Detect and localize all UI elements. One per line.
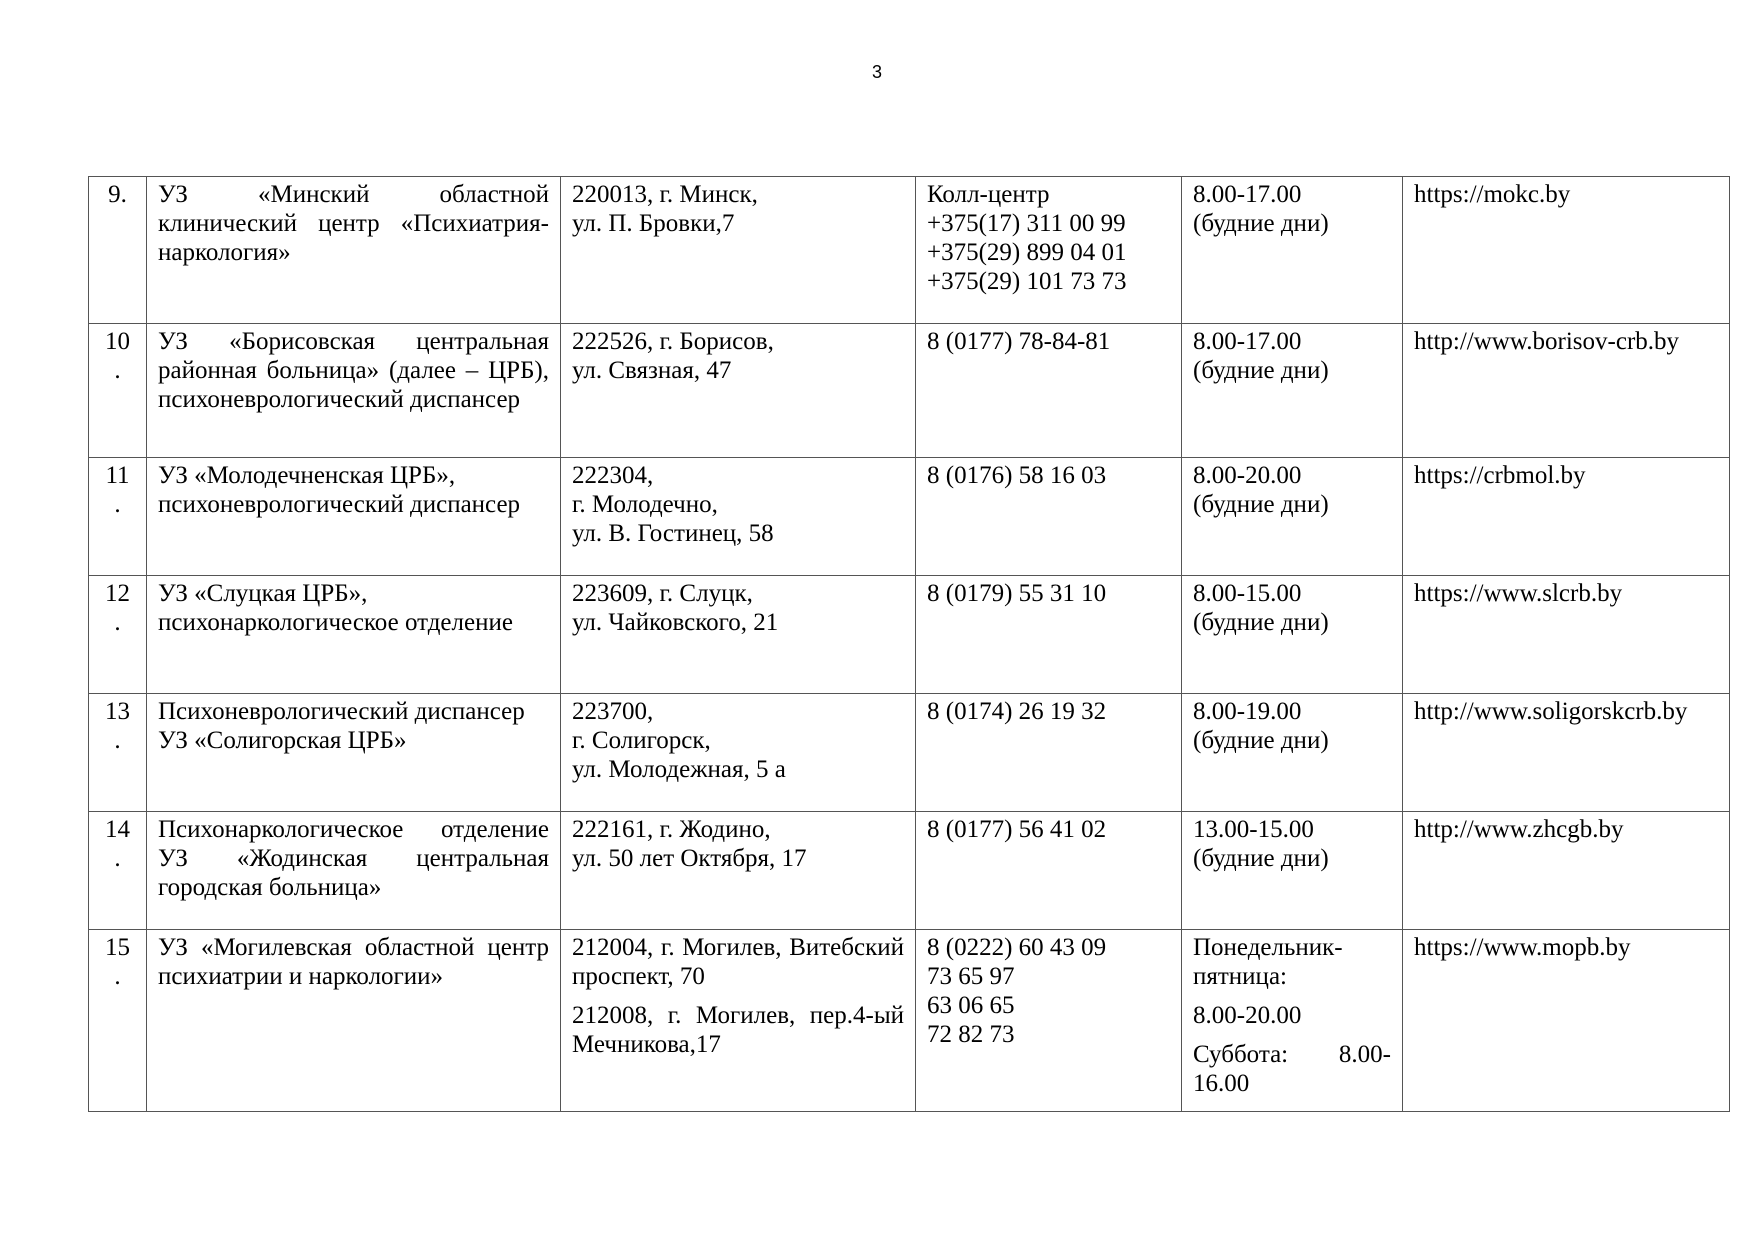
phone-cell — [916, 576, 1182, 694]
row-number-dot: . — [114, 727, 121, 754]
hours-time: 8.00-17.00 — [1193, 181, 1302, 208]
table-row — [89, 458, 1730, 576]
institution-name: УЗ «Слуцкая ЦРБ», психонаркологическое отделение — [147, 576, 561, 694]
address-line: 223700, — [572, 698, 654, 725]
website-link[interactable]: https://www.mopb.by — [1403, 930, 1730, 1112]
phone-cell — [916, 177, 1182, 324]
institutions-table — [88, 176, 1730, 1112]
table-row — [89, 576, 1730, 694]
row-number-value: 10 — [105, 328, 130, 355]
table-row — [89, 324, 1730, 458]
website-link[interactable]: https://crbmol.by — [1403, 458, 1730, 576]
row-number: 9. — [89, 177, 147, 324]
address-line: 223609, г. Слуцк, — [572, 580, 753, 607]
phone-number: 72 82 73 — [927, 1021, 1015, 1048]
row-number — [89, 930, 147, 1112]
hours-cell — [1182, 177, 1403, 324]
hours-days: (будние дни) — [1193, 727, 1329, 754]
address-cell — [561, 576, 916, 694]
hours-time: 8.00-17.00 — [1193, 328, 1302, 355]
row-number — [89, 694, 147, 812]
row-number-value: 12 — [105, 580, 130, 607]
website-link[interactable]: https://www.slcrb.by — [1403, 576, 1730, 694]
institution-name: УЗ «Минский областной клинический центр «Психиатрия-наркология» — [147, 177, 561, 324]
table-row — [89, 930, 1730, 1112]
phone-number: +375(29) 899 04 01 — [927, 239, 1127, 266]
page-number: 3 — [871, 62, 882, 82]
institution-name: Психоневрологический диспансер УЗ «Солигорская ЦРБ» — [147, 694, 561, 812]
address-line: 222526, г. Борисов, — [572, 328, 774, 355]
row-number — [89, 458, 147, 576]
address-block: 212004, г. Могилев, Витебский проспект, 70 — [572, 934, 904, 990]
hours-cell — [1182, 930, 1403, 1112]
website-link[interactable]: http://www.borisov-crb.by — [1403, 324, 1730, 458]
phone-number: +375(17) 311 00 99 — [927, 210, 1126, 237]
address-line: 220013, г. Минск, — [572, 181, 758, 208]
address-line: ул. Чайковского, 21 — [572, 609, 779, 636]
row-number-dot: . — [114, 963, 121, 990]
hours-days: (будние дни) — [1193, 210, 1329, 237]
row-number-value: 15 — [105, 934, 130, 961]
address-cell — [561, 324, 916, 458]
phone-number: 8 (0177) 56 41 02 — [927, 816, 1107, 843]
hours-cell — [1182, 458, 1403, 576]
institution-name: УЗ «Борисовская центральная районная больница» (далее – ЦРБ), психоневрологический диспансер — [147, 324, 561, 458]
address-cell — [561, 458, 916, 576]
row-number — [89, 812, 147, 930]
row-number — [89, 324, 147, 458]
hours-time: 13.00-15.00 — [1193, 816, 1314, 843]
address-cell — [561, 930, 916, 1112]
phone-cell — [916, 324, 1182, 458]
hours-time: 8.00-20.00 — [1193, 462, 1302, 489]
row-number — [89, 576, 147, 694]
address-line: ул. 50 лет Октября, 17 — [572, 845, 807, 872]
address-line: г. Молодечно, — [572, 491, 718, 518]
hours-saturday: Суббота: 8.00-16.00 — [1193, 1041, 1391, 1097]
institution-name: УЗ «Могилевская областной центр психиатрии и наркологии» — [147, 930, 561, 1112]
hours-time: 8.00-20.00 — [1193, 1002, 1302, 1029]
row-number-value: 13 — [105, 698, 130, 725]
row-number-dot: . — [114, 845, 121, 872]
address-line: ул. Связная, 47 — [572, 357, 732, 384]
phone-cell — [916, 694, 1182, 812]
row-number-dot: . — [114, 357, 121, 384]
phone-number: 8 (0177) 78-84-81 — [927, 328, 1111, 355]
hours-days: (будние дни) — [1193, 357, 1329, 384]
hours-cell — [1182, 812, 1403, 930]
address-cell — [561, 694, 916, 812]
phone-number: 8 (0222) 60 43 09 — [927, 934, 1107, 961]
address-cell — [561, 177, 916, 324]
hours-cell — [1182, 694, 1403, 812]
hours-days: (будние дни) — [1193, 609, 1329, 636]
address-cell — [561, 812, 916, 930]
phone-cell — [916, 930, 1182, 1112]
table-row — [89, 694, 1730, 812]
phone-number: 73 65 97 — [927, 963, 1015, 990]
row-number-dot: . — [114, 491, 121, 518]
institution-name: УЗ «Молодечненская ЦРБ», психоневрологический диспансер — [147, 458, 561, 576]
address-line: ул. П. Бровки,7 — [572, 210, 735, 237]
address-line: 222161, г. Жодино, — [572, 816, 771, 843]
hours-cell — [1182, 324, 1403, 458]
website-link[interactable]: https://mokc.by — [1403, 177, 1730, 324]
row-number-dot: . — [114, 609, 121, 636]
hours-cell — [1182, 576, 1403, 694]
phone-cell — [916, 458, 1182, 576]
hours-days: Понедельник-пятница: — [1193, 934, 1343, 990]
phone-cell — [916, 812, 1182, 930]
institution-name: Психонаркологическое отделение УЗ «Жодинская центральная городская больница» — [147, 812, 561, 930]
phone-number: 8 (0179) 55 31 10 — [927, 580, 1107, 607]
hours-days: (будние дни) — [1193, 845, 1329, 872]
address-block: 212008, г. Могилев, пер.4-ый Мечникова,17 — [572, 1002, 904, 1058]
website-link[interactable]: http://www.soligorskcrb.by — [1403, 694, 1730, 812]
row-number-value: 14 — [105, 816, 130, 843]
table-row — [89, 177, 1730, 324]
address-line: ул. Молодежная, 5 а — [572, 756, 786, 783]
phone-number: 8 (0176) 58 16 03 — [927, 462, 1107, 489]
website-link[interactable]: http://www.zhcgb.by — [1403, 812, 1730, 930]
row-number-value: 11 — [105, 462, 130, 489]
phone-number: 8 (0174) 26 19 32 — [927, 698, 1107, 725]
address-line: 222304, — [572, 462, 654, 489]
hours-time: 8.00-19.00 — [1193, 698, 1302, 725]
address-line: ул. В. Гостинец, 58 — [572, 520, 774, 547]
hours-days: (будние дни) — [1193, 491, 1329, 518]
phone-number: 63 06 65 — [927, 992, 1015, 1019]
hours-time: 8.00-15.00 — [1193, 580, 1302, 607]
table-row — [89, 812, 1730, 930]
phone-number: +375(29) 101 73 73 — [927, 268, 1127, 295]
phone-label: Колл-центр — [927, 181, 1050, 208]
address-line: г. Солигорск, — [572, 727, 711, 754]
